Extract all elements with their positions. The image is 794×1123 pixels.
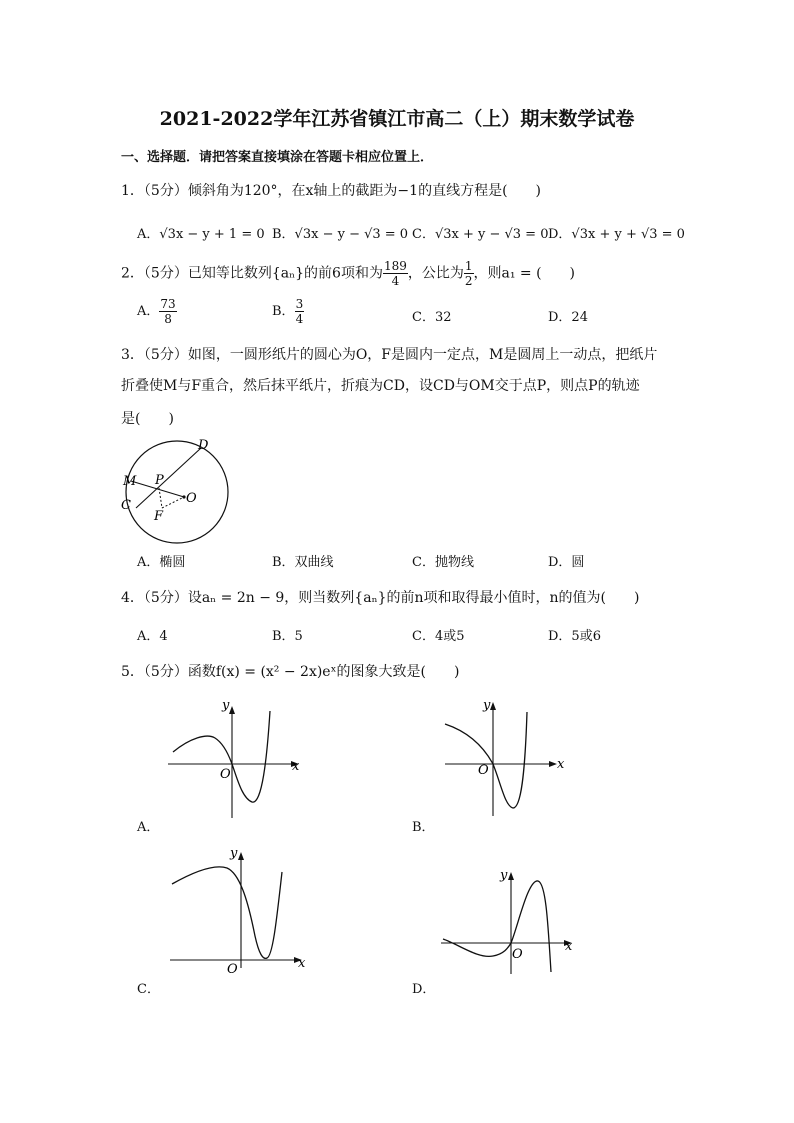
graph-b-curve xyxy=(445,712,527,808)
question-4-stem: 4．（5分）设aₙ = 2n − 9，则当数列{aₙ}的前n项和取得最小值时，n的值为( ) xyxy=(121,590,640,606)
q1-option-a[interactable]: A．√3x − y + 1 = 0 xyxy=(137,227,265,242)
graph-d-y-arrow xyxy=(508,872,514,880)
graph-c-curve xyxy=(172,867,282,958)
graph-a-y-arrow xyxy=(229,706,235,714)
q3-label-d: D xyxy=(198,438,209,453)
q5-graph-b xyxy=(443,694,573,819)
graph-a-y-label: y xyxy=(222,698,230,713)
q5-option-a[interactable]: A． xyxy=(137,820,160,835)
q5-option-c[interactable]: C． xyxy=(137,982,160,997)
q2-ratio-fraction xyxy=(464,260,474,287)
q1-option-d[interactable]: D．√3x + y + √3 = 0 xyxy=(548,227,685,242)
q2-option-b-num: 3 xyxy=(295,297,304,311)
q2-option-a-label: A． xyxy=(137,304,160,319)
q1-option-b[interactable]: B．√3x − y − √3 = 0 xyxy=(272,227,409,242)
q4-option-a[interactable]: A．4 xyxy=(137,629,168,644)
q3-label-m: M xyxy=(123,474,137,489)
graph-d-curve xyxy=(443,881,551,972)
q3-option-c[interactable]: C．抛物线 xyxy=(412,555,474,570)
q1-option-c[interactable]: C．√3x + y − √3 = 0 xyxy=(412,227,549,242)
q3-label-c: C xyxy=(121,498,131,513)
question-2-stem xyxy=(121,260,575,287)
question-3-line-1: 3．（5分）如图，一圆形纸片的圆心为O，F是圆内一定点，M是圆周上一动点，把纸片 xyxy=(121,347,658,363)
q2-option-b-fraction xyxy=(295,298,305,325)
q3-option-d[interactable]: D．圆 xyxy=(548,555,585,570)
q3-dashed-pf xyxy=(159,488,162,508)
q4-option-d[interactable]: D．5或6 xyxy=(548,629,601,644)
graph-c-y-arrow xyxy=(238,852,244,860)
q2-mid: ，公比为 xyxy=(407,265,464,282)
q2-sum-den: 4 xyxy=(391,274,400,288)
q4-option-c[interactable]: C．4或5 xyxy=(412,629,465,644)
q3-label-o: O xyxy=(186,491,197,506)
section-heading: 一、选择题．请把答案直接填涂在答题卡相应位置上． xyxy=(121,150,434,165)
q3-label-f: F xyxy=(154,509,164,524)
question-3-line-3: 是( ) xyxy=(121,411,174,427)
graph-b-y-arrow xyxy=(490,702,496,710)
q2-ratio-den: 2 xyxy=(464,274,473,288)
q5-graph-d xyxy=(438,864,583,976)
q2-sum-fraction xyxy=(383,260,408,287)
q2-option-d[interactable]: D．24 xyxy=(548,310,588,325)
q2-prefix: 2．（5分）已知等比数列{aₙ}的前6项和为 xyxy=(121,265,383,282)
graph-c-x-label: x xyxy=(298,956,306,971)
graph-c-y-label: y xyxy=(230,846,238,861)
q5-graph-a xyxy=(165,698,310,823)
q3-label-p: P xyxy=(155,473,164,488)
q3-circle-figure xyxy=(118,436,238,546)
q2-option-a-fraction xyxy=(159,298,176,325)
q2-option-b-den: 4 xyxy=(295,312,304,326)
graph-d-y-label: y xyxy=(500,868,508,883)
graph-b-origin-label: O xyxy=(478,763,489,778)
q5-option-b[interactable]: B． xyxy=(412,820,435,835)
graph-b-y-label: y xyxy=(483,698,491,713)
graph-a-x-label: x xyxy=(292,759,300,774)
q2-option-b-label: B． xyxy=(272,304,295,319)
q2-option-b[interactable] xyxy=(272,298,304,325)
q3-option-b[interactable]: B．双曲线 xyxy=(272,555,334,570)
graph-d-x-label: x xyxy=(565,939,573,954)
q2-sum-num: 189 xyxy=(383,259,407,273)
q2-option-a-num: 73 xyxy=(160,297,176,311)
graph-d-origin-label: O xyxy=(512,947,523,962)
graph-b-x-arrow xyxy=(549,761,557,767)
graph-c-origin-label: O xyxy=(227,962,238,974)
graph-a-origin-label: O xyxy=(220,767,231,782)
q5-option-d[interactable]: D． xyxy=(412,982,436,997)
q2-option-a-den: 8 xyxy=(164,312,172,326)
q5-graph-c xyxy=(165,846,310,974)
q3-dashed-fo xyxy=(162,497,184,508)
q2-option-a[interactable] xyxy=(137,298,177,325)
q4-option-b[interactable]: B．5 xyxy=(272,629,303,644)
graph-b-x-label: x xyxy=(557,757,565,772)
q2-option-c[interactable]: C．32 xyxy=(412,310,452,325)
question-5-stem: 5．（5分）函数f(x) = (x² − 2x)eˣ的图象大致是( ) xyxy=(121,664,460,680)
q2-ratio-num: 1 xyxy=(464,259,473,273)
question-3-line-2: 折叠使M与F重合，然后抹平纸片，折痕为CD，设CD与OM交于点P，则点P的轨迹 xyxy=(121,378,640,394)
question-1-stem: 1．（5分）倾斜角为120°，在x轴上的截距为−1的直线方程是( ) xyxy=(121,183,541,199)
graph-a-curve xyxy=(173,711,270,802)
q3-circle xyxy=(126,441,228,543)
q2-suffix: ，则a₁ = ( ) xyxy=(473,265,576,282)
page-title: 2021-2022学年江苏省镇江市高二（上）期末数学试卷 xyxy=(159,108,635,130)
q3-option-a[interactable]: A．椭圆 xyxy=(137,555,186,570)
